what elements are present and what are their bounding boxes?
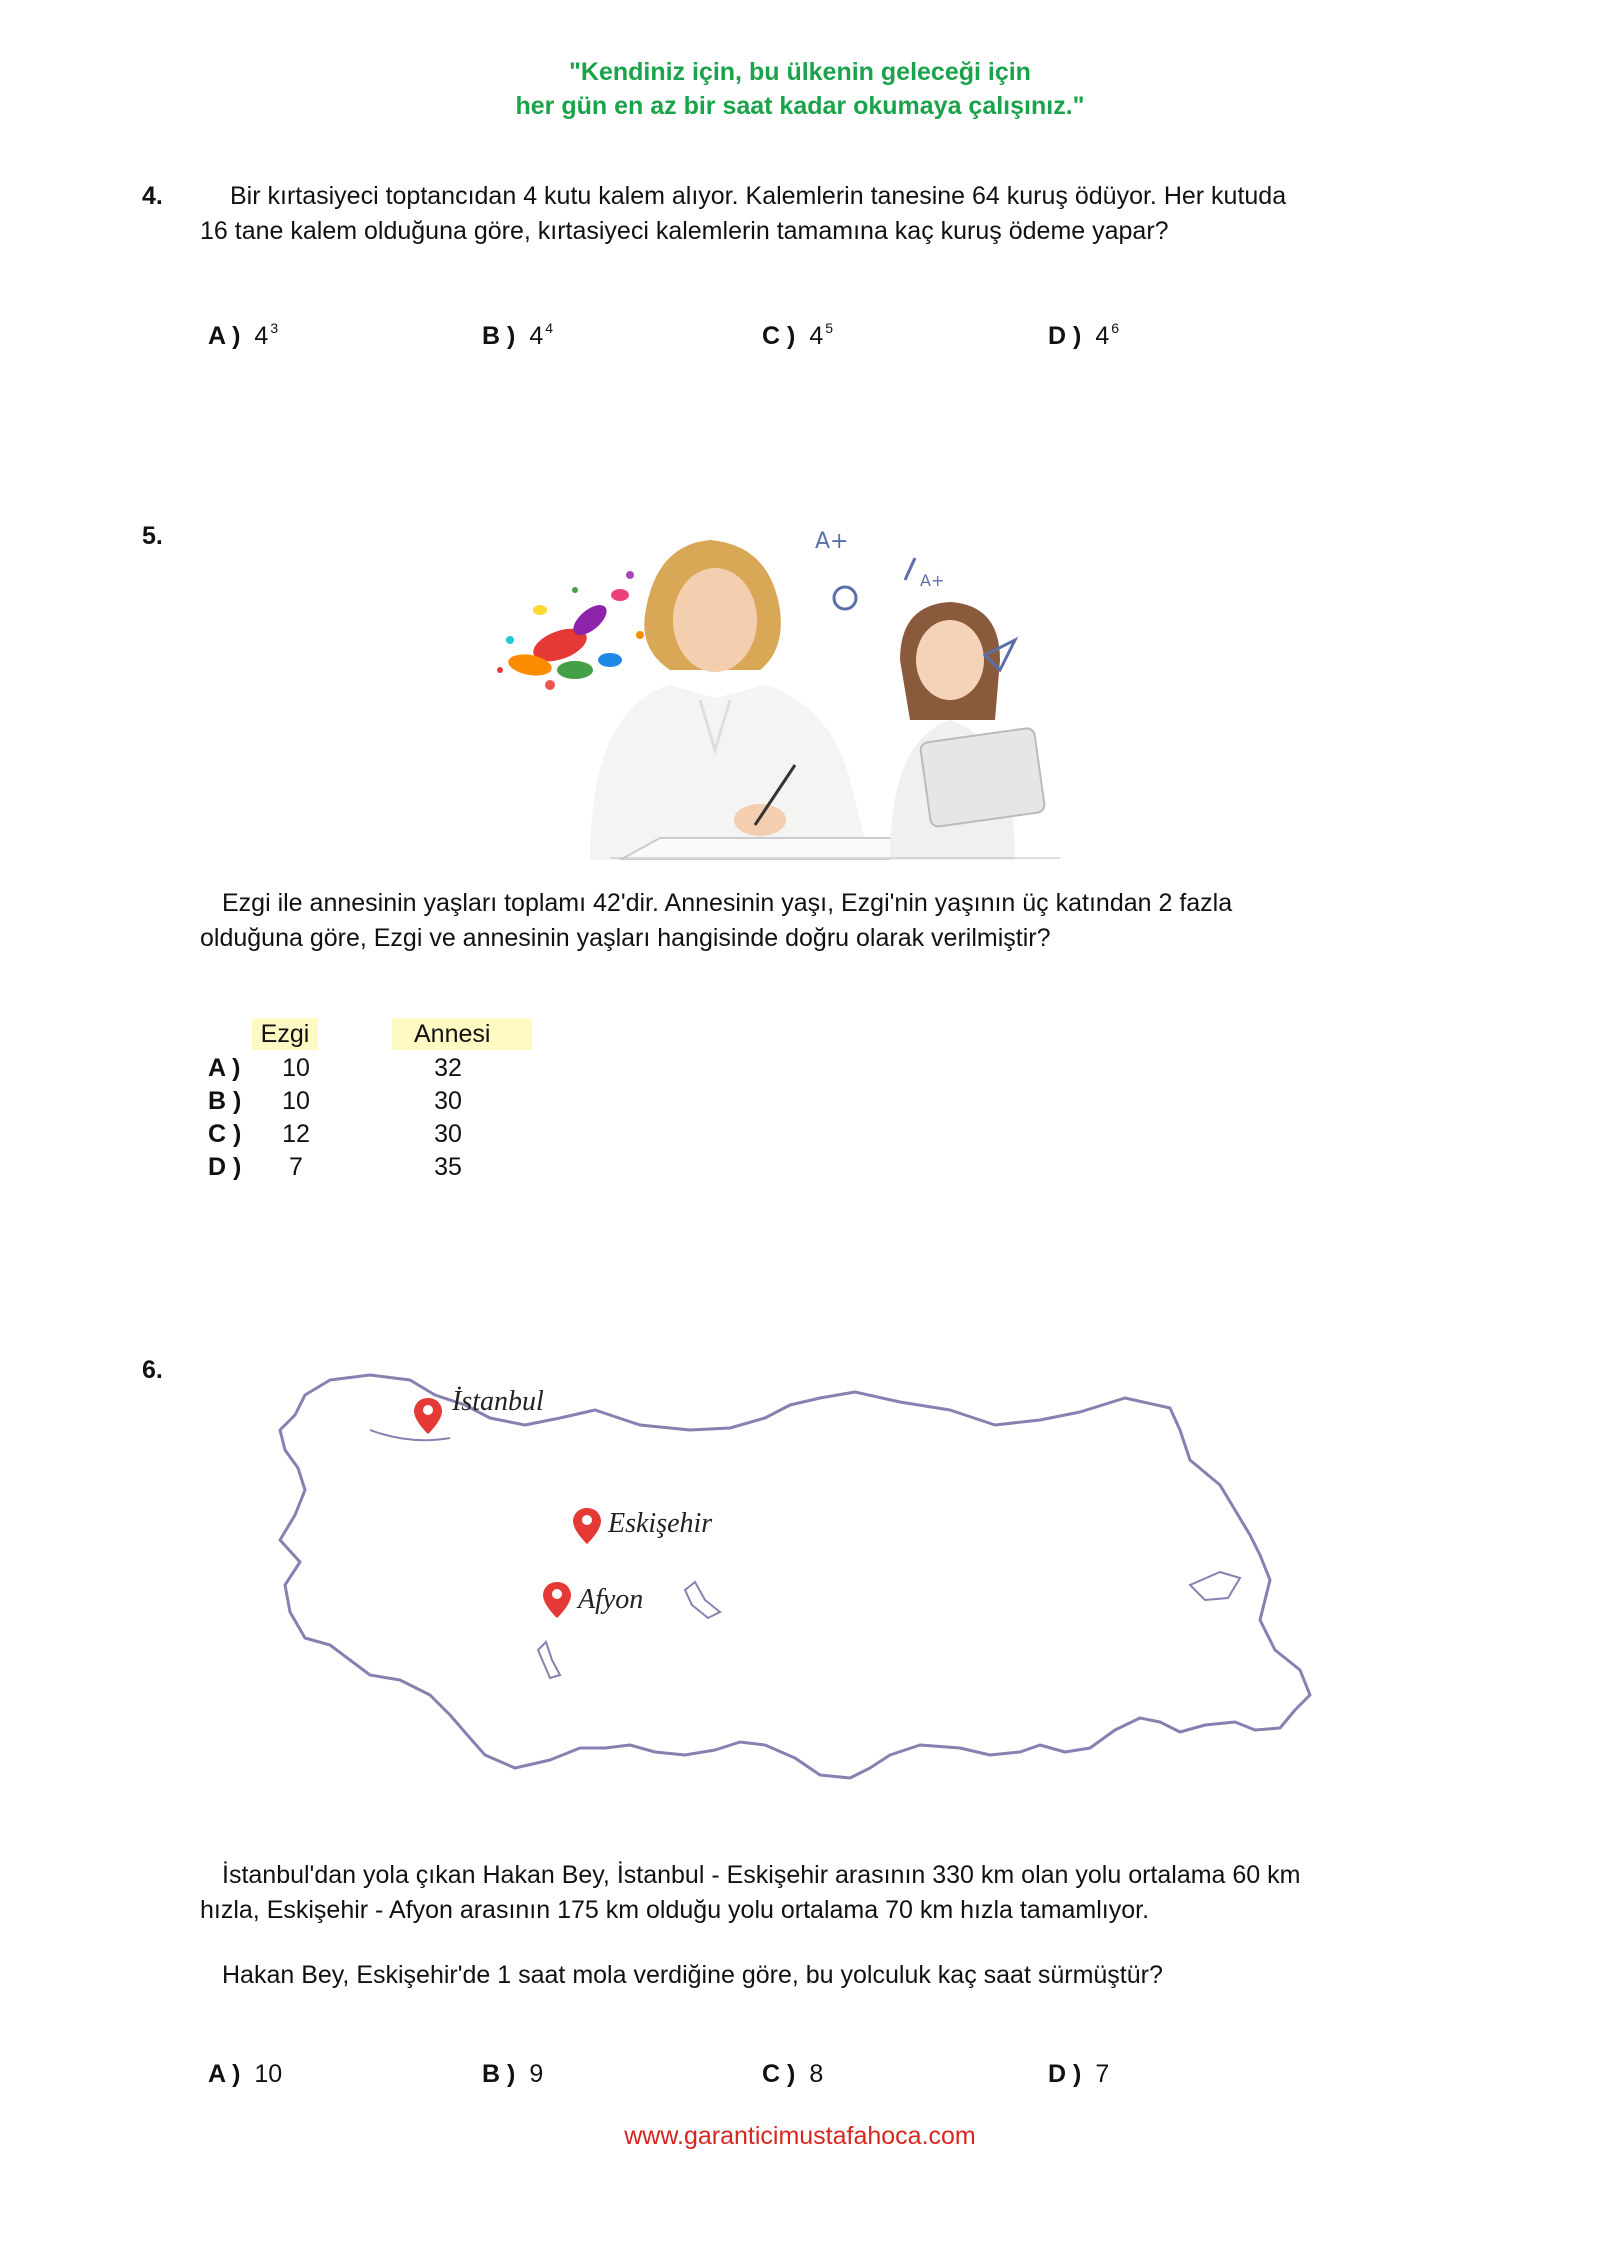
header-ezgi: Ezgi [252, 1018, 318, 1050]
option-letter: B ) [208, 1087, 242, 1115]
option-letter: A ) [208, 2060, 241, 2088]
option-letter: A ) [208, 322, 241, 350]
daughter-figure [890, 602, 1045, 860]
ezgi-age: 10 [282, 1054, 310, 1082]
option-exponent: 6 [1111, 320, 1120, 336]
option-value: 8 [809, 2060, 824, 2088]
option-letter: C ) [762, 322, 796, 350]
question-4-number: 4. [142, 182, 163, 210]
option-exponent: 4 [545, 320, 554, 336]
motto-line-1: "Kendiniz için, bu ülkenin geleceği için [569, 58, 1031, 86]
q4-option-a[interactable] [208, 320, 278, 351]
option-value: 10 [254, 2060, 283, 2088]
option-base: 4 [529, 322, 544, 350]
motto-line-2: her gün en az bir saat kadar okumaya çalışınız." [515, 92, 1085, 120]
q4-option-d[interactable] [1048, 320, 1119, 351]
svg-text:A+: A+ [815, 529, 849, 554]
paint-splash-decoration [497, 571, 644, 690]
q6-option-d[interactable] [1048, 2060, 1109, 2089]
option-letter: C ) [208, 1120, 242, 1148]
svg-text:A+: A+ [920, 571, 945, 590]
tablet [920, 727, 1046, 827]
option-value: 7 [1095, 2060, 1110, 2088]
map-label-istanbul: İstanbul [452, 1386, 544, 1417]
header-annesi-label: Annesi [414, 1020, 491, 1048]
q6-option-a[interactable] [208, 2060, 282, 2089]
ezgi-age: 7 [289, 1153, 303, 1181]
q6-option-c[interactable] [762, 2060, 823, 2089]
option-letter: B ) [482, 322, 516, 350]
question-5-text-line-1: Ezgi ile annesinin yaşları toplamı 42'dir. Annesinin yaşı, Ezgi'nin yaşının üç katından 2 fazla [222, 889, 1233, 917]
option-letter: D ) [208, 1153, 242, 1181]
option-exponent: 5 [825, 320, 834, 336]
footer-website-link[interactable]: www.garanticimustafahoca.com [624, 2122, 976, 2150]
option-value: 9 [529, 2060, 544, 2088]
question-6-number: 6. [142, 1356, 163, 1384]
afyon-pin-icon [543, 1582, 571, 1618]
lake-egirdir [538, 1642, 560, 1678]
question-4-text-line-1: Bir kırtasiyeci toptancıdan 4 kutu kalem alıyor. Kalemlerin tanesine 64 kuruş ödüyor. Her kutuda [230, 182, 1287, 210]
map-label-eskisehir: Eskişehir [608, 1508, 713, 1539]
map-label-afyon: Afyon [578, 1584, 644, 1615]
option-base: 4 [1095, 322, 1110, 350]
annesi-age: 30 [434, 1120, 462, 1148]
annesi-age: 35 [434, 1153, 462, 1181]
q6-option-b[interactable] [482, 2060, 543, 2089]
q4-option-b[interactable] [482, 320, 553, 351]
question-5-text-line-2: olduğuna göre, Ezgi ve annesinin yaşları hangisinde doğru olarak verilmiştir? [200, 924, 1051, 952]
header-annesi [392, 1018, 532, 1050]
question-6-text-line-1: İstanbul'dan yola çıkan Hakan Bey, İstanbul - Eskişehir arasının 330 km olan yolu ortalama 60 km [222, 1861, 1301, 1889]
mother-figure [590, 540, 870, 860]
turkey-map [260, 1350, 1360, 1820]
lake-tuz [685, 1582, 720, 1618]
istanbul-pin-icon [414, 1398, 442, 1434]
option-letter: C ) [762, 2060, 796, 2088]
option-letter: D ) [1048, 322, 1082, 350]
annesi-age: 30 [434, 1087, 462, 1115]
ezgi-age: 12 [282, 1120, 310, 1148]
q4-option-c[interactable] [762, 320, 833, 351]
question-5-number: 5. [142, 522, 163, 550]
question-6-text-line-2: hızla, Eskişehir - Afyon arasının 175 km olduğu yolu ortalama 70 km hızla tamamlıyor. [200, 1896, 1150, 1924]
option-base: 4 [809, 322, 824, 350]
question-4-text-line-2: 16 tane kalem olduğuna göre, kırtasiyeci kalemlerin tamamına kaç kuruş ödeme yapar? [200, 217, 1169, 245]
option-letter: A ) [208, 1054, 241, 1082]
mother-daughter-illustration [470, 520, 1070, 860]
question-6-text-line-3: Hakan Bey, Eskişehir'de 1 saat mola verdiğine göre, bu yolculuk kaç saat sürmüştür? [222, 1961, 1163, 1989]
marmara-coast [370, 1430, 450, 1440]
eskisehir-pin-icon [573, 1508, 601, 1544]
option-base: 4 [254, 322, 269, 350]
turkey-outline [280, 1375, 1310, 1778]
annesi-age: 32 [434, 1054, 462, 1082]
lake-van [1190, 1572, 1240, 1600]
ezgi-age: 10 [282, 1087, 310, 1115]
option-letter: D ) [1048, 2060, 1082, 2088]
option-exponent: 3 [270, 320, 279, 336]
option-letter: B ) [482, 2060, 516, 2088]
